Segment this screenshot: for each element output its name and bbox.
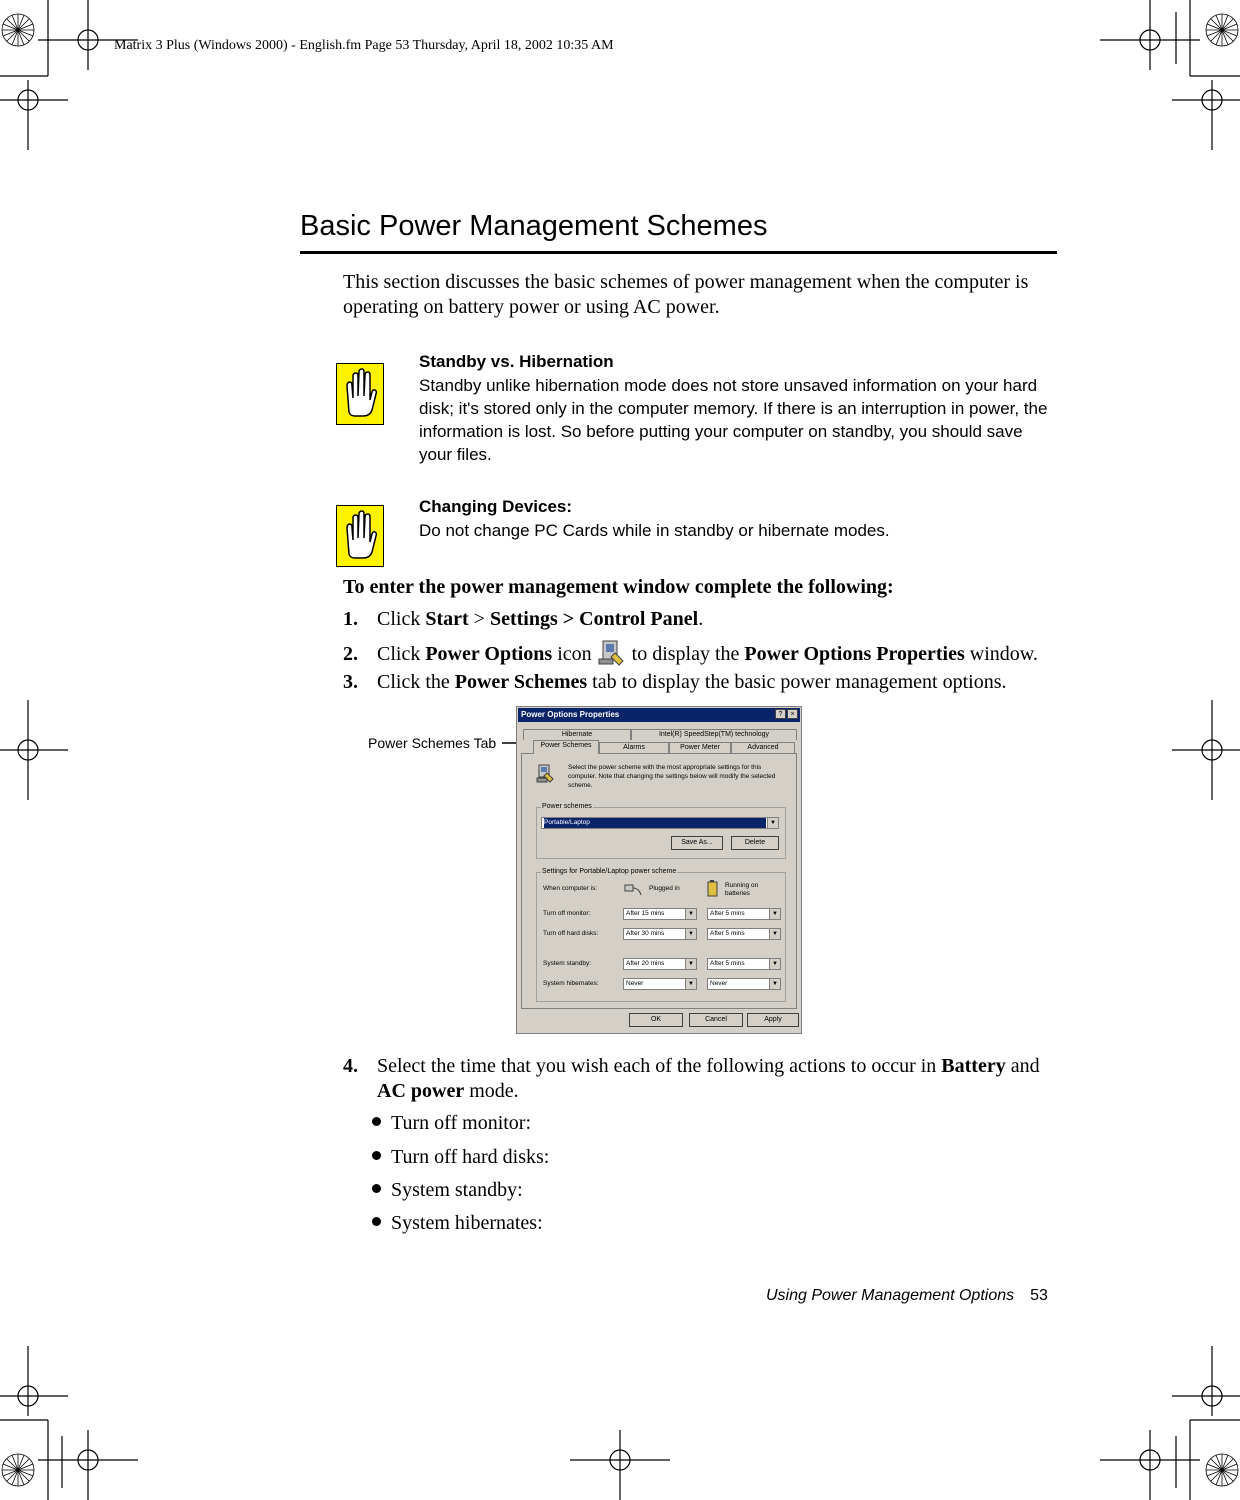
step-1 <box>343 608 703 631</box>
close-button[interactable]: × <box>787 709 798 719</box>
delete-button[interactable]: Delete <box>731 836 779 850</box>
select-value: Never <box>710 980 728 987</box>
standby-dc-select[interactable] <box>707 958 781 970</box>
selected-scheme: Portable/Laptop <box>544 818 766 828</box>
group-label: Settings for Portable/Laptop power scheme <box>542 868 677 875</box>
hard-disks-ac-select[interactable] <box>623 928 697 940</box>
dialog-title: Power Options Properties <box>521 710 620 719</box>
scheme-settings-group <box>536 868 786 1002</box>
bullet-item <box>372 1146 549 1169</box>
dropdown-arrow-icon: ▼ <box>767 818 778 828</box>
section-title: Basic Power Management Schemes <box>300 210 768 242</box>
caution-hand-icon <box>336 505 384 567</box>
note-title-standby: Standby vs. Hibernation <box>419 352 614 371</box>
steps-heading: To enter the power management window complete the following: <box>343 576 894 598</box>
tab-hibernate[interactable]: Hibernate <box>523 729 631 740</box>
tab-panel <box>521 753 797 1009</box>
step-4-text <box>377 1054 1058 1104</box>
ok-button[interactable]: OK <box>629 1013 683 1027</box>
apply-button[interactable]: Apply <box>747 1013 799 1027</box>
step-text: icon <box>552 643 597 665</box>
step-emphasis: Start <box>425 608 469 630</box>
step-text: Click <box>377 608 426 630</box>
intro-paragraph: This section discusses the basic schemes of power management when the computer is operating on battery power or using AC power. <box>343 271 1029 318</box>
monitor-ac-select[interactable] <box>623 908 697 920</box>
bullet-item <box>372 1112 531 1135</box>
power-schemes-group <box>536 803 786 859</box>
row-label-monitor: Turn off monitor: <box>543 910 591 917</box>
step-number: 2. <box>343 643 358 665</box>
when-label: When computer is: <box>543 885 598 892</box>
power-options-icon <box>597 639 627 667</box>
row-label-standby: System standby: <box>543 960 592 967</box>
dialog-titlebar <box>518 708 800 722</box>
select-value: After 5 mins <box>710 960 745 967</box>
step-emphasis: Power Options Properties <box>744 643 965 665</box>
select-value: After 30 mins <box>626 930 665 937</box>
tab-advanced[interactable]: Advanced <box>731 742 795 753</box>
battery-icon <box>707 880 719 898</box>
title-rule <box>300 251 1057 254</box>
page-footer <box>766 1287 1048 1305</box>
step-text: Click <box>377 643 426 665</box>
plugged-in-label: Plugged in <box>649 885 680 892</box>
bullet-text: System hibernates: <box>391 1212 543 1234</box>
step-3 <box>343 671 1007 694</box>
dropdown-arrow-icon: ▼ <box>769 979 780 989</box>
on-batteries-label: Running on batteries <box>725 882 759 897</box>
note-title-devices: Changing Devices: <box>419 497 573 516</box>
help-button[interactable]: ? <box>775 709 786 719</box>
step-text: . <box>698 608 704 630</box>
dropdown-arrow-icon: ▼ <box>769 929 780 939</box>
step-emphasis: Battery <box>941 1055 1006 1077</box>
dropdown-arrow-icon: ▼ <box>685 979 696 989</box>
cancel-button[interactable]: Cancel <box>689 1013 743 1027</box>
select-value: After 15 mins <box>626 910 665 917</box>
save-as-button[interactable]: Save As... <box>671 836 723 850</box>
running-header: Matrix 3 Plus (Windows 2000) - English.fm Page 53 Thursday, April 18, 2002 10:35 AM <box>114 38 614 53</box>
step-emphasis: Power Schemes <box>454 671 588 693</box>
step-number: 1. <box>343 608 358 630</box>
step-4 <box>343 1054 1058 1104</box>
step-emphasis: AC power <box>377 1080 465 1102</box>
note-text-standby: Standby unlike hibernation mode does not store unsaved information on your hard disk; it's stored only in the computer memory. If there is an interruption in power, the information is lost. So before putting your computer on standby, you should save your files. <box>419 376 1048 464</box>
dropdown-arrow-icon: ▼ <box>685 909 696 919</box>
select-value: After 5 mins <box>710 930 745 937</box>
row-label-hard-disks: Turn off hard disks: <box>543 930 599 937</box>
step-2 <box>343 639 1038 667</box>
step-text: Select the time that you wish each of the following actions to occur in <box>377 1055 942 1077</box>
page-number: 53 <box>1030 1287 1048 1304</box>
bullet-icon <box>372 1117 381 1126</box>
tab-power-meter[interactable]: Power Meter <box>669 742 731 753</box>
step-text: Click the <box>377 671 455 693</box>
bullet-item <box>372 1212 543 1235</box>
step-number: 4. <box>343 1055 358 1077</box>
bullet-icon <box>372 1217 381 1226</box>
row-label-hibernates: System hibernates: <box>543 980 599 987</box>
dropdown-arrow-icon: ▼ <box>769 909 780 919</box>
step-text: and <box>1005 1055 1040 1077</box>
group-label: Power schemes <box>542 803 592 810</box>
description-text: Select the power scheme with the most appropriate settings for this computer. Note that changing the settings below will modify the selected scheme. <box>568 764 776 789</box>
caution-hand-icon <box>336 363 384 425</box>
note-text-devices: Do not change PC Cards while in standby or hibernate modes. <box>419 521 890 540</box>
bullet-text: Turn off monitor: <box>391 1112 532 1134</box>
plug-icon <box>623 881 643 897</box>
hibernates-ac-select[interactable] <box>623 978 697 990</box>
dropdown-arrow-icon: ▼ <box>685 959 696 969</box>
tab-alarms[interactable]: Alarms <box>599 742 669 753</box>
monitor-dc-select[interactable] <box>707 908 781 920</box>
hard-disks-dc-select[interactable] <box>707 928 781 940</box>
dropdown-arrow-icon: ▼ <box>685 929 696 939</box>
select-value: Never <box>626 980 644 987</box>
footer-chapter: Using Power Management Options <box>766 1287 1015 1304</box>
bullet-text: Turn off hard disks: <box>391 1146 550 1168</box>
step-text: tab to display the basic power management options. <box>587 671 1007 693</box>
step-text: to display the <box>626 643 745 665</box>
bullet-icon <box>372 1184 381 1193</box>
step-emphasis: Settings > Control Panel <box>489 608 699 630</box>
step-emphasis: Power Options <box>425 643 553 665</box>
power-options-dialog <box>516 706 802 1034</box>
power-scheme-icon <box>536 764 554 784</box>
dropdown-arrow-icon: ▼ <box>769 959 780 969</box>
standby-ac-select[interactable] <box>623 958 697 970</box>
tab-power-schemes[interactable]: Power Schemes <box>533 740 599 754</box>
select-value: After 5 mins <box>710 910 745 917</box>
step-text: mode. <box>464 1080 519 1102</box>
select-value: After 20 mins <box>626 960 665 967</box>
hibernates-dc-select[interactable] <box>707 978 781 990</box>
step-text: window. <box>964 643 1038 665</box>
bullet-item <box>372 1179 523 1202</box>
bullet-icon <box>372 1151 381 1160</box>
tab-speedstep[interactable]: Intel(R) SpeedStep(TM) technology <box>631 729 797 740</box>
step-text: > <box>468 608 490 630</box>
bullet-text: System standby: <box>391 1179 523 1201</box>
power-scheme-select[interactable] <box>541 817 779 829</box>
callout-label: Power Schemes Tab <box>368 735 497 751</box>
step-number: 3. <box>343 671 358 693</box>
